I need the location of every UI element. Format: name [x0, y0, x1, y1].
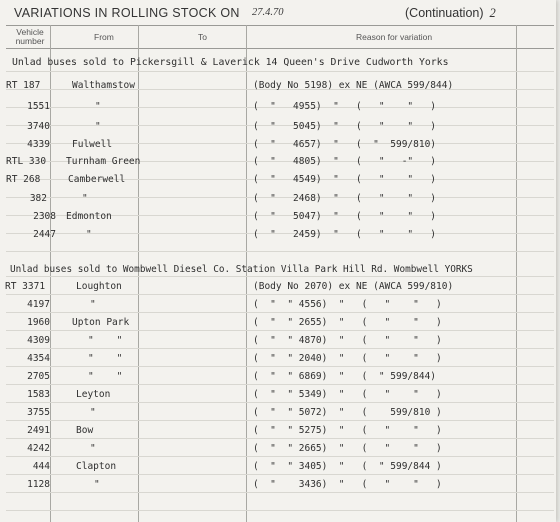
ruled-line — [6, 384, 554, 385]
variation-reason: ( " " 5072) " ( 599/810 ) — [253, 407, 442, 418]
variation-reason: ( " 4955) " ( " " ) — [253, 101, 437, 112]
column-header-vehicle: Vehicle number — [15, 27, 45, 46]
page-number: 2 — [489, 6, 496, 20]
ruled-line — [6, 510, 554, 511]
from-garage: " " — [88, 371, 123, 382]
from-garage: " — [90, 443, 96, 454]
vehicle-number: 4197 — [27, 299, 50, 310]
variation-reason: ( " 2459) " ( " " ) — [253, 229, 437, 240]
column-header-row — [6, 25, 554, 49]
continuation-label — [405, 6, 496, 21]
ruled-line — [6, 402, 554, 403]
ruled-line — [6, 474, 554, 475]
variation-reason: ( " 4805) " ( " -" ) — [253, 156, 437, 167]
vehicle-number: RTL 330 — [6, 156, 47, 167]
ruled-line — [6, 348, 554, 349]
from-garage: Loughton — [76, 281, 122, 292]
from-garage: " — [95, 101, 101, 112]
ruled-line — [6, 456, 554, 457]
variation-reason: ( " 5047) " ( " " ) — [253, 211, 437, 222]
sheet-title: VARIATIONS IN ROLLING STOCK ON — [14, 6, 240, 20]
from-garage: Walthamstow — [72, 80, 135, 91]
variation-reason: (Body No 2070) ex NE (AWCA 599/810) — [253, 281, 454, 292]
column-rule — [516, 25, 517, 522]
from-garage: " — [90, 407, 96, 418]
from-garage: Leyton — [76, 389, 111, 400]
variation-reason: ( " " 5275) " ( " " ) — [253, 425, 442, 436]
column-header-reason: Reason for variation — [356, 32, 433, 42]
vehicle-number: 2447 — [33, 229, 56, 240]
vehicle-number: 2705 — [27, 371, 50, 382]
vehicle-number: 4309 — [27, 335, 50, 346]
ruled-line — [6, 251, 554, 252]
continuation-text: (Continuation) — [405, 6, 484, 20]
variation-reason: ( " " 5349) " ( " " ) — [253, 389, 442, 400]
vehicle-number: 4242 — [27, 443, 50, 454]
vehicle-number: 4354 — [27, 353, 50, 364]
section-heading: Unlad buses sold to Wombwell Diesel Co. Station Villa Park Hill Rd. Wombwell YORKS — [10, 264, 473, 275]
from-garage: " — [94, 479, 100, 490]
vehicle-number: 444 — [32, 461, 50, 472]
column-header-from: From — [94, 32, 114, 42]
variation-reason: ( " " 4870) " ( " " ) — [253, 335, 442, 346]
column-header-to: To — [198, 32, 207, 42]
variation-reason: ( " " 2665) " ( " " ) — [253, 443, 442, 454]
ruled-line — [6, 330, 554, 331]
variation-reason: ( " " 6869) " ( " 599/844) — [253, 371, 437, 382]
variation-reason: ( " 4549) " ( " " ) — [253, 174, 437, 185]
variation-reason: ( " 4657) " ( " 599/810) — [253, 139, 437, 150]
vehicle-number: 3740 — [27, 121, 50, 132]
vehicle-number: 3755 — [27, 407, 50, 418]
from-garage: Turnham Green — [66, 156, 141, 167]
from-garage: " " — [88, 335, 123, 346]
sheet-date: 27.4.70 — [252, 7, 284, 18]
vehicle-number: 1551 — [27, 101, 50, 112]
from-garage: Fulwell — [72, 139, 113, 150]
variation-reason: ( " " 2040) " ( " " ) — [253, 353, 442, 364]
from-garage: Upton Park — [72, 317, 130, 328]
vehicle-number: 1128 — [27, 479, 50, 490]
ruled-line — [6, 420, 554, 421]
ruled-line — [6, 312, 554, 313]
from-garage: " " — [88, 353, 123, 364]
ruled-line — [6, 71, 554, 72]
vehicle-number: 4339 — [27, 139, 50, 150]
ruled-line — [6, 492, 554, 493]
from-garage: Edmonton — [66, 211, 112, 222]
from-garage: Clapton — [76, 461, 117, 472]
vehicle-number: 1583 — [27, 389, 50, 400]
variation-reason: ( " " 3405) " ( " 599/844 ) — [253, 461, 442, 472]
from-garage: Bow — [76, 425, 94, 436]
ruled-line — [6, 276, 554, 277]
variation-reason: ( " " 2655) " ( " " ) — [253, 317, 442, 328]
variation-reason: ( " 3436) " ( " " ) — [253, 479, 442, 490]
variation-reason: (Body No 5198) ex NE (AWCA 599/844) — [253, 80, 454, 91]
vehicle-number: 2308 — [33, 211, 56, 222]
variation-reason: ( " 5045) " ( " " ) — [253, 121, 437, 132]
from-garage: " — [86, 229, 92, 240]
from-garage: Camberwell — [68, 174, 126, 185]
variation-reason: ( " " 4556) " ( " " ) — [253, 299, 442, 310]
ruled-line — [6, 366, 554, 367]
vehicle-number: RT 3371 — [5, 281, 46, 292]
section-heading: Unlad buses sold to Pickersgill & Laverick 14 Queen's Drive Cudworth Yorks — [12, 57, 449, 68]
vehicle-number: 2491 — [27, 425, 50, 436]
vehicle-number: 382 — [29, 193, 47, 204]
ruled-line — [6, 294, 554, 295]
from-garage: " — [82, 193, 88, 204]
from-garage: " — [95, 121, 101, 132]
from-garage: " — [90, 299, 96, 310]
vehicle-number: RT 187 — [6, 80, 41, 91]
vehicle-number: 1960 — [27, 317, 50, 328]
ruled-line — [6, 438, 554, 439]
vehicle-number: RT 268 — [6, 174, 41, 185]
variation-reason: ( " 2468) " ( " " ) — [253, 193, 437, 204]
